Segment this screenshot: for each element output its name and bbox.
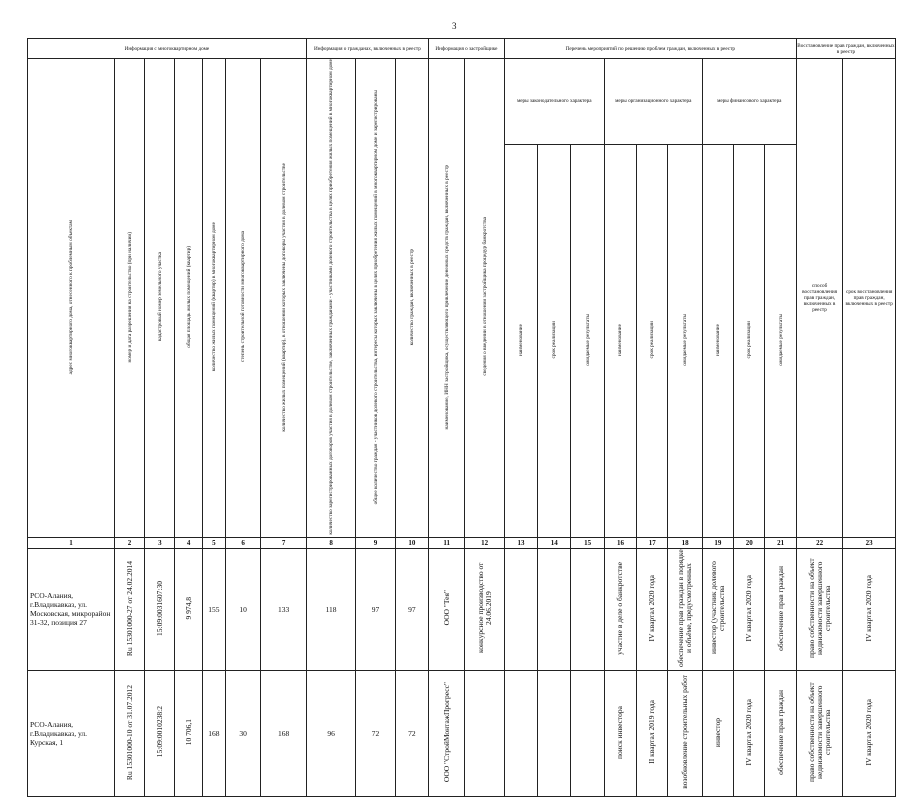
col-number: 19	[702, 537, 733, 548]
cell-organizational-term: IV квартал 2020 года	[637, 548, 668, 670]
col-number: 1	[28, 537, 115, 548]
cell-organizational-name: поиск инвестора	[604, 670, 636, 796]
col-header-restoration-method: способ восстановления прав граждан, включенных в реестр	[796, 59, 842, 538]
col-number: 21	[765, 537, 796, 548]
cell-organizational-result: возобновление строительных работ	[668, 670, 702, 796]
col-number: 20	[734, 537, 765, 548]
cell-organizational-term: II квартал 2019 года	[637, 670, 668, 796]
subgroup-organizational: меры организационного характера	[604, 59, 702, 145]
cell-in-registry: 72	[395, 670, 428, 796]
col-number: 13	[504, 537, 537, 548]
col-number: 23	[843, 537, 896, 548]
cell-contracted: 168	[261, 670, 306, 796]
col-header-organizational-result: ожидаемые результаты	[668, 144, 702, 537]
col-header-contracted: количество жилых помещений (квартир), в отношении которых заключены договоры участия в долевом строительстве	[261, 59, 306, 538]
cell-legislative-name	[504, 670, 537, 796]
problem-objects-table	[27, 38, 896, 797]
cell-organizational-result: обеспечение прав граждан в порядке и объёме, предусмотренных	[668, 548, 702, 670]
group-house-info: Информация с многоквартирном доме	[28, 39, 307, 59]
cell-bankruptcy	[465, 670, 504, 796]
cell-financial-name: инвестор (участник долевого строительства	[702, 548, 733, 670]
page-number: 3	[452, 21, 457, 31]
cell-financial-term: IV квартал 2020 года	[734, 548, 765, 670]
table-row	[28, 548, 896, 670]
cell-apartments: 168	[202, 670, 225, 796]
col-header-organizational-term: срок реализации	[637, 144, 668, 537]
col-header-legislative-term: срок реализации	[538, 144, 571, 537]
cell-legislative-result	[571, 670, 604, 796]
cell-financial-term: IV квартал 2020 года	[734, 670, 765, 796]
group-developer-info: Информация о застройщике	[429, 39, 505, 59]
col-number: 5	[202, 537, 225, 548]
col-number: 6	[225, 537, 260, 548]
col-header-in-registry: количество граждан, включенных в реестр	[395, 59, 428, 538]
cell-permit: Ru 15301000-10 от 31.07.2012	[114, 670, 144, 796]
cell-developer: ООО "Тея"	[429, 548, 465, 670]
col-header-developer: наименование, ИНН застройщика, осуществляющего привлечение денежных средств граждан, включенных в реестр	[429, 59, 465, 538]
col-number: 11	[429, 537, 465, 548]
col-header-address: адрес многоквартирного дома, отнесенного к проблемным объектам	[28, 59, 115, 538]
cell-apartments: 155	[202, 548, 225, 670]
col-header-financial-result: ожидаемые результаты	[765, 144, 796, 537]
cell-registered: 118	[306, 548, 356, 670]
col-number: 4	[175, 537, 202, 548]
col-number: 18	[668, 537, 702, 548]
cell-participants: 72	[356, 670, 395, 796]
cell-organizational-name: участие в деле о банкротстве	[604, 548, 636, 670]
cell-participants: 97	[356, 548, 395, 670]
col-header-apartments: количество жилых помещений (квартир) в многоквартирном доме	[202, 59, 225, 538]
col-header-participants: общее количество граждан - участников долевого строительства, интересы которых заключены в целях приобретения жилых помещений в многоквартирном доме и зарегистрированы	[356, 59, 395, 538]
cell-readiness: 10	[225, 548, 260, 670]
cell-in-registry: 97	[395, 548, 428, 670]
col-header-financial-term: срок реализации	[734, 144, 765, 537]
cell-restoration-term: IV квартал 2020 года	[843, 548, 896, 670]
cell-financial-name: инвестор	[702, 670, 733, 796]
group-measures: Перечень мероприятий по решению проблем граждан, включенных в реестр	[504, 39, 796, 59]
subgroup-legislative: меры законодательного характера	[504, 59, 604, 145]
group-restoration: Восстановление прав граждан, включенных в реестр	[796, 39, 895, 59]
col-header-cadastral: кадастровый номер земельного участка	[145, 59, 175, 538]
subgroup-financial: меры финансового характера	[702, 59, 796, 145]
group-citizens-info: Информация о гражданах, включенных в реестр	[306, 39, 428, 59]
col-number: 7	[261, 537, 306, 548]
col-number: 10	[395, 537, 428, 548]
col-header-legislative-name: наименование	[504, 144, 537, 537]
col-header-registered: количество зарегистрированных договоров участия в долевом строительстве, заключенных гражданами - участниками долевого строительства в целях приобретения жилых помещений в многоквартирном доме	[306, 59, 356, 538]
col-number: 22	[796, 537, 842, 548]
cell-area: 10 706,1	[175, 670, 202, 796]
col-number: 16	[604, 537, 636, 548]
col-number: 3	[145, 537, 175, 548]
col-number: 9	[356, 537, 395, 548]
cell-permit: Ru 15301000-27 от 24.02.2014	[114, 548, 144, 670]
col-header-financial-name: наименование	[702, 144, 733, 537]
col-header-organizational-name: наименование	[604, 144, 636, 537]
col-number: 12	[465, 537, 504, 548]
cell-developer: ООО "СтройМонтажПрогресс"	[429, 670, 465, 796]
cell-readiness: 30	[225, 670, 260, 796]
cell-legislative-term	[538, 548, 571, 670]
cell-cadastral: 15:09:0031607:30	[145, 548, 175, 670]
table-row	[28, 670, 896, 796]
col-header-area: общая площадь жилых помещений (квартир)	[175, 59, 202, 538]
col-header-readiness: степень строительной готовности многоквартирного дома	[225, 59, 260, 538]
cell-cadastral: 15:09:0010238:2	[145, 670, 175, 796]
cell-area: 9 974,8	[175, 548, 202, 670]
cell-financial-result: обеспечение прав граждан	[765, 548, 796, 670]
col-header-restoration-term: срок восстановления прав граждан, включенных в реестр	[843, 59, 896, 538]
col-number: 14	[538, 537, 571, 548]
col-number: 2	[114, 537, 144, 548]
cell-bankruptcy: конкурсное производство от 24.06.2019	[465, 548, 504, 670]
col-header-legislative-result: ожидаемые результаты	[571, 144, 604, 537]
col-header-permit: номер и дата разрешения на строительство (при наличии)	[114, 59, 144, 538]
cell-financial-result: обеспечение прав граждан	[765, 670, 796, 796]
col-header-bankruptcy: сведения о введении в отношении застройщика процедур банкротства	[465, 59, 504, 538]
cell-registered: 96	[306, 670, 356, 796]
col-number: 17	[637, 537, 668, 548]
cell-contracted: 133	[261, 548, 306, 670]
cell-restoration-term: IV квартал 2020 года	[843, 670, 896, 796]
cell-restoration-method: право собственности на объект недвижимости завершенного строительства	[796, 670, 842, 796]
cell-address: РСО-Алания, г.Владикавказ, ул. Московская, микрорайон 31-32, позиция 27	[28, 548, 115, 670]
cell-restoration-method: право собственности на объект недвижимости завершенного строительства	[796, 548, 842, 670]
cell-address: РСО-Алания, г.Владикавказ, ул. Курская, 1	[28, 670, 115, 796]
col-number: 15	[571, 537, 604, 548]
cell-legislative-term	[538, 670, 571, 796]
cell-legislative-name	[504, 548, 537, 670]
col-number: 8	[306, 537, 356, 548]
cell-legislative-result	[571, 548, 604, 670]
